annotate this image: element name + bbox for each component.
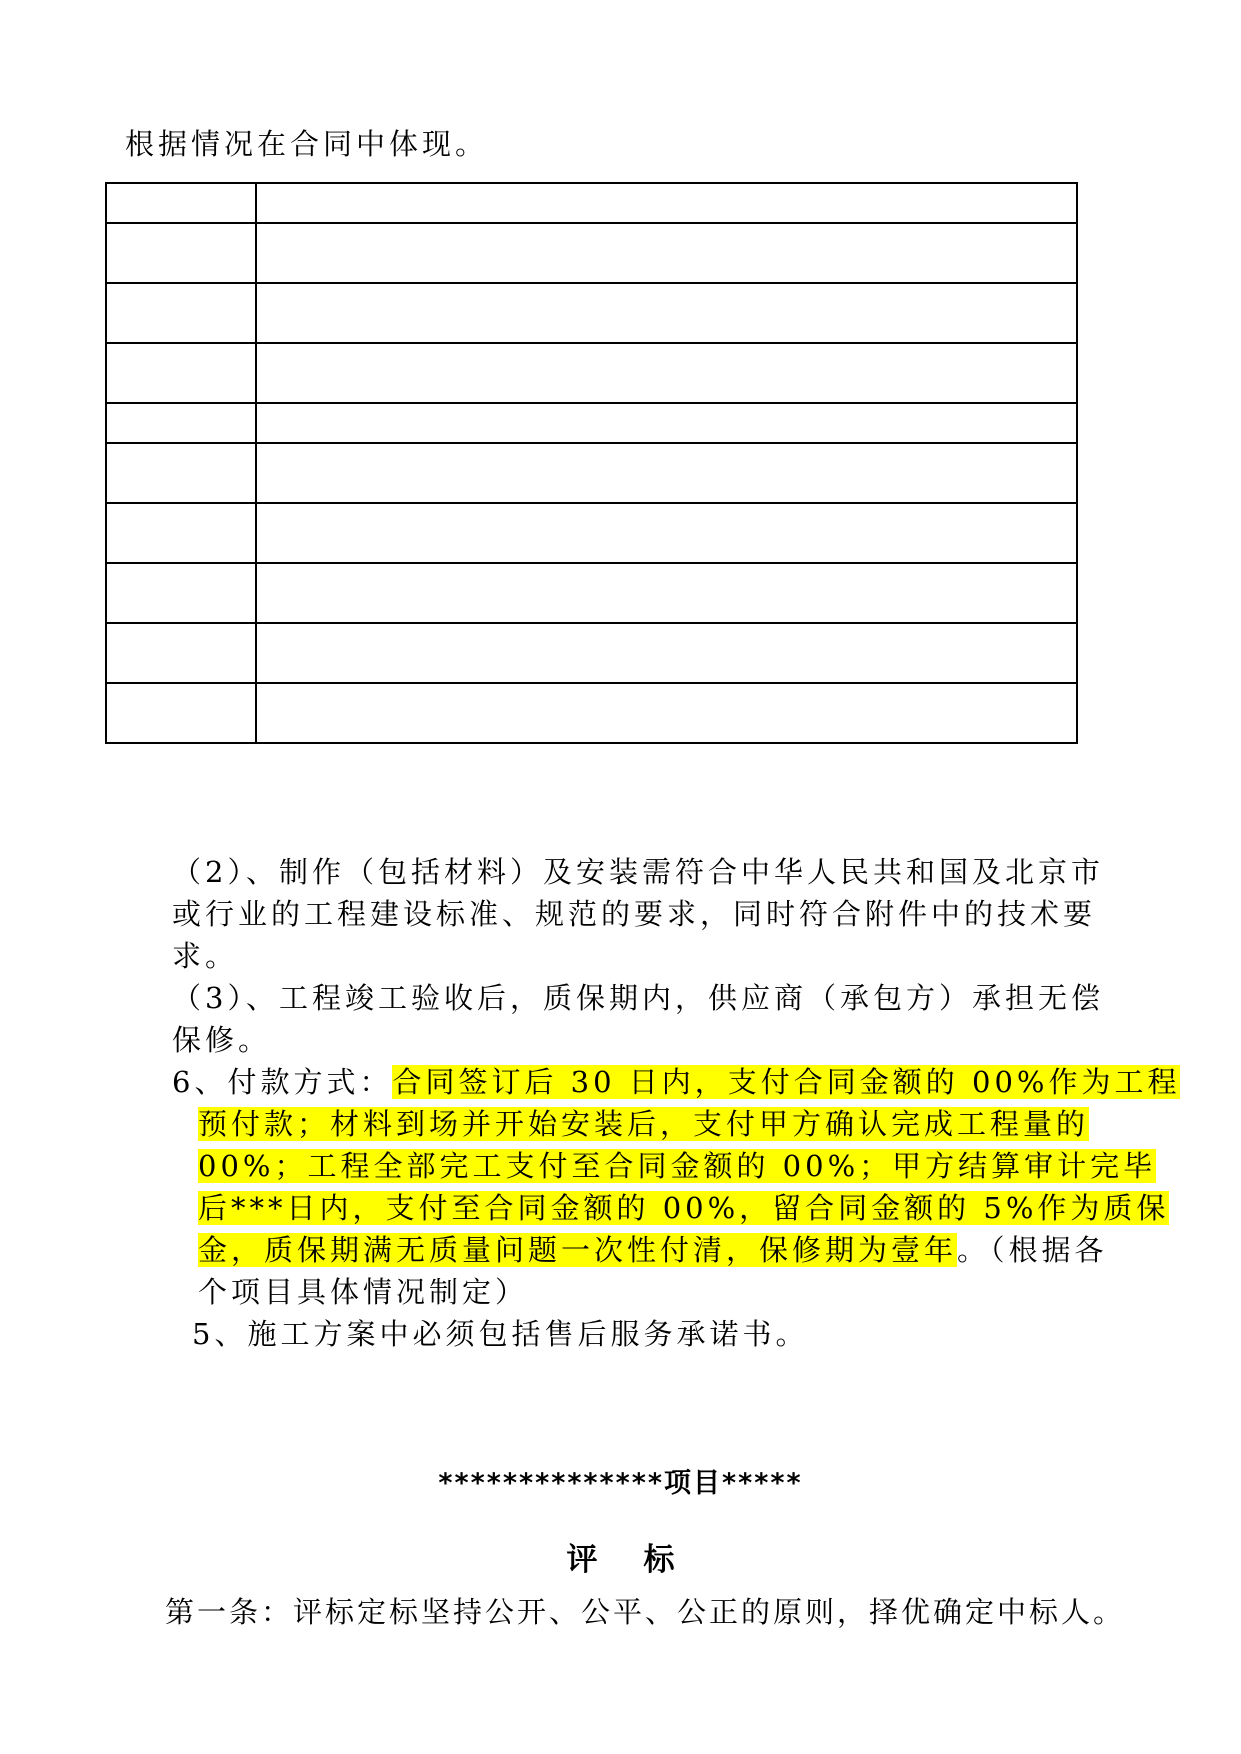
payment-label: 6、付款方式：: [172, 1065, 393, 1099]
clause-2-line-1: （2）、制作（包括材料）及安装需符合中华人民共和国及北京市: [172, 855, 1104, 889]
table-cell: [256, 343, 1077, 403]
table-cell: [256, 403, 1077, 443]
table-row: [106, 623, 1077, 683]
table-cell: [106, 343, 256, 403]
payment-highlight-1: 合同签订后 30 日内，支付合同金额的 00%作为工程: [392, 1065, 1181, 1099]
payment-highlight-3: 00%；工程全部完工支付至合同金额的 00%；甲方结算审计完毕: [198, 1149, 1157, 1183]
article-1: 第一条：评标定标坚持公开、公平、公正的原则，择优确定中标人。: [165, 1595, 1126, 1629]
payment-line-2: [198, 1102, 1089, 1143]
table-cell: [256, 283, 1077, 343]
clause-3-line-2: 保修。: [172, 1023, 272, 1057]
table-cell: [256, 223, 1077, 283]
table-cell: [106, 503, 256, 563]
table-row: [106, 283, 1077, 343]
table-row: [106, 403, 1077, 443]
table-cell: [106, 403, 256, 443]
table-cell: [106, 623, 256, 683]
intro-text: 根据情况在合同中体现。: [125, 127, 489, 161]
table-row: [106, 683, 1077, 743]
table-cell: [256, 623, 1077, 683]
table-row: [106, 183, 1077, 223]
table-cell: [256, 563, 1077, 623]
table-row: [106, 563, 1077, 623]
table-cell: [256, 183, 1077, 223]
table-cell: [106, 563, 256, 623]
table-cell: [106, 683, 256, 743]
table-row: [106, 343, 1077, 403]
payment-highlight-2: 预付款；材料到场并开始安装后，支付甲方确认完成工程量的: [198, 1107, 1090, 1141]
payment-line-3: [198, 1144, 1156, 1185]
table-cell: [256, 683, 1077, 743]
payment-note: 。（根据各: [957, 1233, 1108, 1267]
payment-highlight-5: 金，质保期满无质量问题一次性付清，保修期为壹年: [198, 1233, 958, 1267]
table-row: [106, 223, 1077, 283]
table-cell: [106, 283, 256, 343]
blank-table: [105, 182, 1078, 744]
project-banner: **************项目*****: [438, 1468, 803, 1499]
clause-5: 5、施工方案中必须包括售后服务承诺书。: [192, 1317, 809, 1351]
clause-2-line-2: 或行业的工程建设标准、规范的要求，同时符合附件中的技术要: [172, 897, 1097, 931]
payment-line-5: [198, 1228, 1108, 1269]
payment-line-4: [198, 1186, 1169, 1227]
table-cell: [106, 443, 256, 503]
table-row: [106, 503, 1077, 563]
clause-3-line-1: （3）、工程竣工验收后，质保期内，供应商（承包方）承担无偿: [172, 981, 1104, 1015]
clause-2-line-3: 求。: [172, 939, 239, 973]
table-cell: [106, 183, 256, 223]
table-cell: [256, 503, 1077, 563]
payment-highlight-4: 后***日内，支付至合同金额的 00%，留合同金额的 5%作为质保: [198, 1191, 1170, 1225]
table-cell: [106, 223, 256, 283]
table-cell: [256, 443, 1077, 503]
section-title: 评标: [566, 1542, 721, 1578]
payment-line-6: 个项目具体情况制定）: [198, 1275, 529, 1309]
table-row: [106, 443, 1077, 503]
payment-line-1: [172, 1060, 1180, 1101]
